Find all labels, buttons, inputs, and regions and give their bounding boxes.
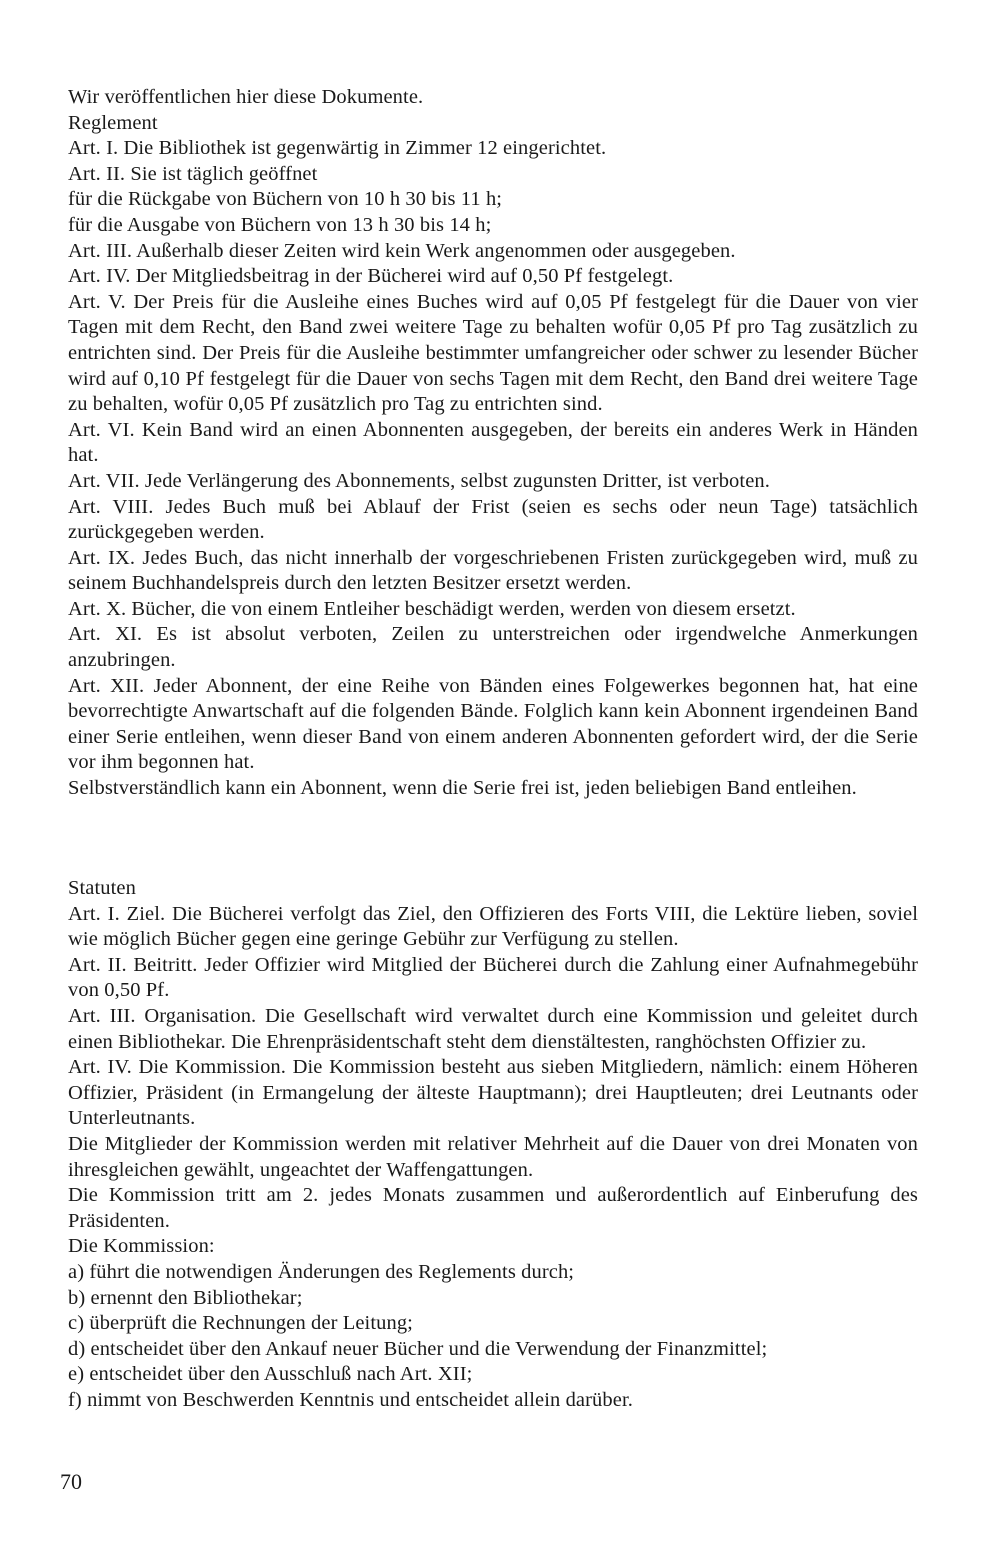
statuten-duty-e: e) entscheidet über den Ausschluß nach Art. XII;	[68, 1363, 473, 1386]
reglement-closing-note: Selbstverständlich kann ein Abonnent, wenn die Serie frei ist, jeden beliebigen Band entleihen.	[68, 777, 857, 800]
statuten-duty-c: c) überprüft die Rechnungen der Leitung;	[68, 1312, 413, 1335]
reglement-art-7: Art. VII. Jede Verlängerung des Abonnements, selbst zugunsten Dritter, ist verboten.	[68, 469, 770, 492]
reglement-art-12: Art. XII. Jeder Abonnent, der eine Reihe von Bänden eines Folgewerkes begonnen hat, hat eine bevorrechtigte Anwartschaft auf die folgenden Bände. Folglich kann kein Abonnent irgendeinen Band einer Serie entleihen, wenn dieser Band von einem anderen Abonnenten gefordert wird, der die Serie vor ihm begonnen hat.	[68, 674, 918, 774]
reglement-art-4: Art. IV. Der Mitgliedsbeitrag in der Bücherei wird auf 0,50 Pf festgelegt.	[68, 265, 674, 288]
statuten-art-2: Art. II. Beitritt. Jeder Offizier wird Mitglied der Bücherei durch die Zahlung einer Aufnahmegebühr von 0,50 Pf.	[68, 953, 918, 1002]
reglement-art-8: Art. VIII. Jedes Buch muß bei Ablauf der Frist (seien es sechs oder neun Tage) tatsächlich zurückgegeben werden.	[68, 495, 918, 544]
statuten-duty-b: b) ernennt den Bibliothekar;	[68, 1286, 303, 1309]
reglement-art-3: Art. III. Außerhalb dieser Zeiten wird kein Werk angenommen oder ausgegeben.	[68, 239, 736, 262]
reglement-art-2: Art. II. Sie ist täglich geöffnet	[68, 162, 318, 185]
statuten-art-4: Art. IV. Die Kommission. Die Kommission besteht aus sieben Mitgliedern, nämlich: einem Höheren Offizier, Präsident (in Ermangelung der älteste Hauptmann); drei Hauptleuten; drei Leutnants oder Unterleutnants.	[68, 1056, 918, 1130]
reglement-art-2-return-hours: für die Rückgabe von Büchern von 10 h 30 bis 11 h;	[68, 188, 503, 211]
reglement-art-5: Art. V. Der Preis für die Ausleihe eines Buches wird auf 0,05 Pf festgelegt für die Dauer von vier Tagen mit dem Recht, den Band zwei weitere Tage zu behalten wofür 0,05 Pf pro Tag zusätzlich zu entrichten sind. Der Preis für die Ausleihe bestimmter umfangreicher oder schwer zu lesender Bücher wird auf 0,10 Pf festgelegt für die Dauer von sechs Tagen mit dem Recht, den Band drei weitere Tage zu behalten, wofür 0,05 Pf zusätzlich pro Tag zu entrichten sind.	[68, 290, 918, 416]
reglement-art-10: Art. X. Bücher, die von einem Entleiher beschädigt werden, werden von diesem ersetzt.	[68, 597, 796, 620]
statuten-members-election: Die Mitglieder der Kommission werden mit relativer Mehrheit auf die Dauer von drei Monaten von ihresgleichen gewählt, ungeachtet der Waffengattungen.	[68, 1132, 918, 1181]
reglement-art-9: Art. IX. Jedes Buch, das nicht innerhalb der vorgeschriebenen Fristen zurückgegeben wird, muß zu seinem Buchhandelspreis durch den letzten Besitzer ersetzt werden.	[68, 546, 918, 595]
statuten-art-1: Art. I. Ziel. Die Bücherei verfolgt das Ziel, den Offizieren des Forts VIII, die Lektüre lieben, soviel wie möglich Bücher gegen eine geringe Gebühr zur Verfügung zu stellen.	[68, 902, 918, 951]
statuten-commission-meeting: Die Kommission tritt am 2. jedes Monats zusammen und außerordentlich auf Einberufung des Präsidenten.	[68, 1184, 918, 1232]
statuten-duty-f: f) nimmt von Beschwerden Kenntnis und entscheidet allein darüber.	[68, 1388, 633, 1411]
reglement-section	[68, 85, 918, 802]
reglement-heading: Reglement	[68, 111, 158, 134]
statuten-section	[68, 876, 918, 1413]
reglement-art-6: Art. VI. Kein Band wird an einen Abonnenten ausgegeben, der bereits ein anderes Werk in Händen hat.	[68, 418, 918, 467]
statuten-duty-a: a) führt die notwendigen Änderungen des Reglements durch;	[68, 1260, 575, 1283]
reglement-art-1: Art. I. Die Bibliothek ist gegenwärtig in Zimmer 12 eingerichtet.	[68, 137, 607, 160]
reglement-art-11: Art. XI. Es ist absolut verboten, Zeilen zu unterstreichen oder irgendwelche Anmerkungen anzubringen.	[68, 623, 918, 672]
reglement-art-2-issue-hours: für die Ausgabe von Büchern von 13 h 30 bis 14 h;	[68, 213, 492, 236]
statuten-heading: Statuten	[68, 877, 136, 899]
statuten-art-3: Art. III. Organisation. Die Gesellschaft wird verwaltet durch eine Kommission und geleitet durch einen Bibliothekar. Die Ehrenpräsidentschaft steht dem dienstältesten, ranghöchsten Offizier zu.	[68, 1004, 918, 1053]
statuten-duty-d: d) entscheidet über den Ankauf neuer Bücher und die Verwendung der Finanzmittel;	[68, 1337, 768, 1360]
intro-line: Wir veröffentlichen hier diese Dokumente.	[68, 86, 424, 108]
page-number: 70	[60, 1469, 82, 1494]
statuten-commission-label: Die Kommission:	[68, 1235, 215, 1258]
